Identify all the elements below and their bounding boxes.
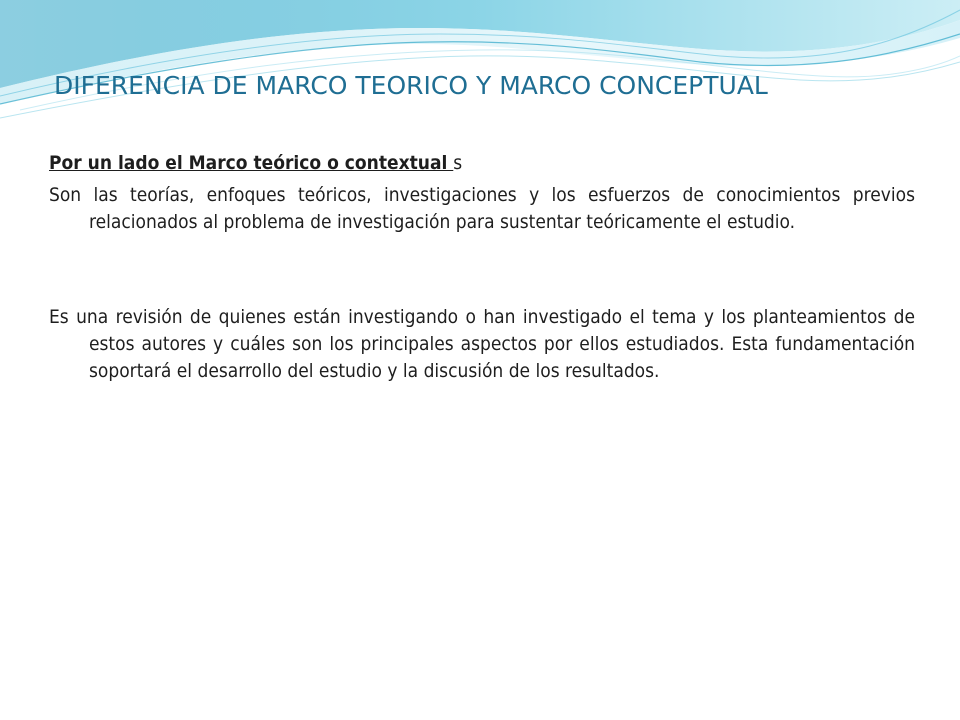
section-heading [49,150,915,177]
section-heading-suffix: s [453,152,463,174]
paragraph-definition: Son las teorías, enfoques teóricos, investigaciones y los esfuerzos de conocimientos previos relacionados al problema de investigación para sustentar teóricamente el estudio. [49,184,915,233]
slide-title: DIFERENCIA DE MARCO TEORICO Y MARCO CONCEPTUAL [54,71,768,100]
paragraph-review: Es una revisión de quienes están investigando o han investigado el tema y los planteamientos de estos autores y cuáles son los principales aspectos por ellos estudiados. Esta fundamentación soportará el desarrollo del estudio y la discusión de los resultados. [49,306,915,382]
section-heading-underlined: Por un lado el Marco teórico o contextual [49,152,454,174]
header-wave-decoration [0,0,960,130]
slide-body [49,150,915,385]
